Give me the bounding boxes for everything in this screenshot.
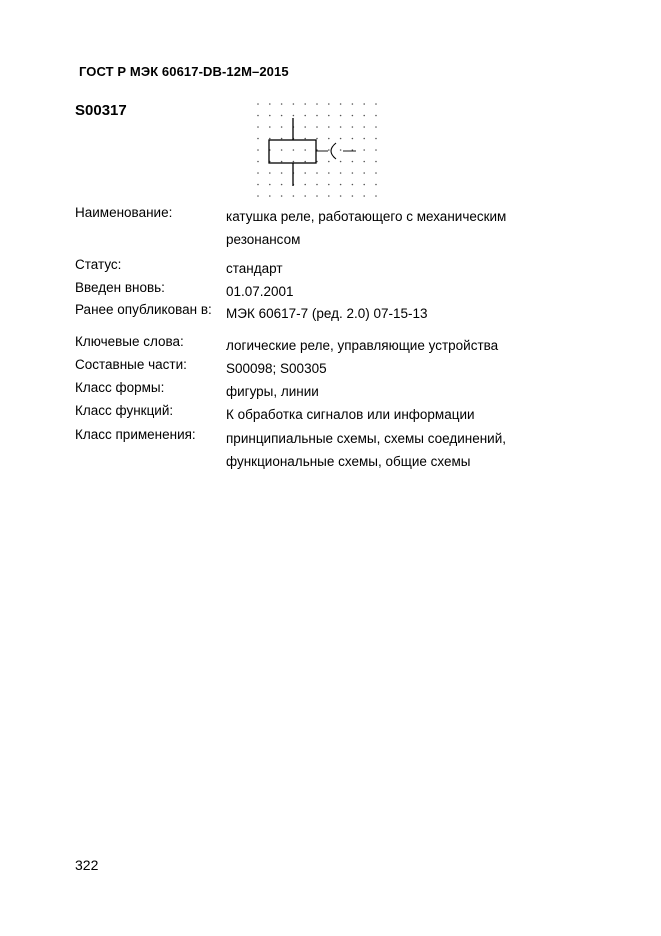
grid-dot [328, 161, 330, 163]
grid-dot [281, 195, 283, 197]
grid-dot [269, 172, 271, 174]
grid-dot [281, 115, 283, 117]
grid-dot [269, 126, 271, 128]
grid-dots [257, 103, 377, 197]
grid-dot [269, 184, 271, 186]
property-value [226, 334, 498, 357]
grid-dot [269, 138, 271, 140]
grid-dot [352, 172, 354, 174]
grid-dot [281, 138, 283, 140]
grid-dot [269, 115, 271, 117]
grid-dot [352, 126, 354, 128]
property-value-line: функциональные схемы, общие схемы [226, 454, 471, 469]
property-value [226, 380, 319, 403]
property-label: Класс применения: [75, 427, 196, 442]
symbol-code: S00317 [75, 102, 127, 119]
property-label: Класс формы: [75, 380, 165, 395]
grid-dot [257, 172, 259, 174]
grid-dot [293, 115, 295, 117]
grid-dot [363, 103, 365, 105]
grid-dot [281, 161, 283, 163]
property-value [226, 427, 506, 473]
property-value-line: логические реле, управляющие устройства [226, 338, 499, 353]
grid-dot [316, 126, 318, 128]
grid-dot [328, 172, 330, 174]
grid-dot [293, 103, 295, 105]
grid-dot [304, 138, 306, 140]
grid-dot [352, 115, 354, 117]
grid-dot [375, 195, 377, 197]
coil-box [269, 140, 316, 163]
grid-dot [375, 172, 377, 174]
grid-dot [352, 184, 354, 186]
property-value-line: S00098; S00305 [226, 361, 327, 376]
grid-dot [340, 172, 342, 174]
grid-dot [328, 138, 330, 140]
grid-dot [316, 195, 318, 197]
property-label: Статус: [75, 257, 122, 272]
grid-dot [281, 149, 283, 151]
grid-dot [316, 115, 318, 117]
grid-dot [363, 115, 365, 117]
property-label: Ранее опубликован в: [75, 302, 212, 317]
grid-dot [328, 126, 330, 128]
grid-dot [316, 172, 318, 174]
grid-dot [340, 195, 342, 197]
grid-dot [340, 138, 342, 140]
grid-dot [257, 161, 259, 163]
grid-dot [340, 161, 342, 163]
property-value [226, 205, 506, 251]
grid-dot [375, 149, 377, 151]
grid-dot [257, 126, 259, 128]
grid-dot [375, 115, 377, 117]
property-value-line: катушка реле, работающего с механическим [226, 209, 507, 224]
grid-dot [363, 126, 365, 128]
grid-dot [352, 138, 354, 140]
property-value [226, 357, 327, 380]
grid-dot [281, 172, 283, 174]
grid-dot [257, 138, 259, 140]
grid-dot [316, 103, 318, 105]
grid-dot [340, 115, 342, 117]
grid-dot [352, 161, 354, 163]
grid-dot [352, 103, 354, 105]
property-label: Ключевые слова: [75, 334, 184, 349]
grid-dot [328, 149, 330, 151]
grid-dot [375, 184, 377, 186]
grid-dot [363, 161, 365, 163]
grid-dot [257, 115, 259, 117]
relay-coil-symbol [252, 98, 382, 202]
grid-dot [363, 172, 365, 174]
grid-dot [304, 172, 306, 174]
property-value-line: стандарт [226, 261, 283, 276]
grid-dot [328, 195, 330, 197]
grid-dot [304, 149, 306, 151]
grid-dot [281, 184, 283, 186]
grid-dot [293, 149, 295, 151]
grid-dot [257, 103, 259, 105]
property-value-line: К обработка сигналов или информации [226, 407, 475, 422]
grid-dot [257, 184, 259, 186]
grid-dot [281, 126, 283, 128]
grid-dot [340, 126, 342, 128]
grid-dot [340, 149, 342, 151]
grid-dot [269, 103, 271, 105]
grid-dot [304, 126, 306, 128]
property-value [226, 403, 475, 426]
property-value-line: резонансом [226, 232, 301, 247]
grid-dot [363, 184, 365, 186]
grid-dot [304, 103, 306, 105]
grid-dot [363, 149, 365, 151]
grid-dot [304, 184, 306, 186]
grid-dot [352, 195, 354, 197]
property-value [226, 257, 283, 280]
grid-dot [293, 195, 295, 197]
resonance-arc [331, 143, 336, 159]
grid-dot [375, 103, 377, 105]
property-value-line: принципиальные схемы, схемы соединений, [226, 431, 506, 446]
grid-dot [328, 103, 330, 105]
property-label: Наименование: [75, 205, 173, 220]
grid-dot [304, 115, 306, 117]
grid-dot [363, 195, 365, 197]
page-number: 322 [75, 857, 99, 873]
grid-dot [375, 138, 377, 140]
property-value-line: 01.07.2001 [226, 284, 294, 299]
grid-dot [363, 138, 365, 140]
grid-dot [269, 195, 271, 197]
grid-dot [375, 126, 377, 128]
grid-dot [375, 161, 377, 163]
grid-dot [257, 195, 259, 197]
property-value [226, 302, 428, 325]
grid-dot [304, 161, 306, 163]
grid-dot [281, 103, 283, 105]
grid-dot [304, 195, 306, 197]
property-value-line: фигуры, линии [226, 384, 319, 399]
grid-dot [328, 115, 330, 117]
property-label: Введен вновь: [75, 280, 165, 295]
property-label: Класс функций: [75, 403, 174, 418]
grid-dot [293, 161, 295, 163]
property-value-line: МЭК 60617-7 (ред. 2.0) 07-15-13 [226, 306, 428, 321]
grid-dot [340, 184, 342, 186]
document-header: ГОСТ Р МЭК 60617-DB-12M–2015 [79, 64, 289, 79]
grid-dot [340, 103, 342, 105]
property-label: Составные части: [75, 357, 187, 372]
grid-dot [328, 184, 330, 186]
grid-dot [257, 149, 259, 151]
property-value [226, 280, 294, 303]
grid-dot [316, 138, 318, 140]
grid-dot [316, 184, 318, 186]
